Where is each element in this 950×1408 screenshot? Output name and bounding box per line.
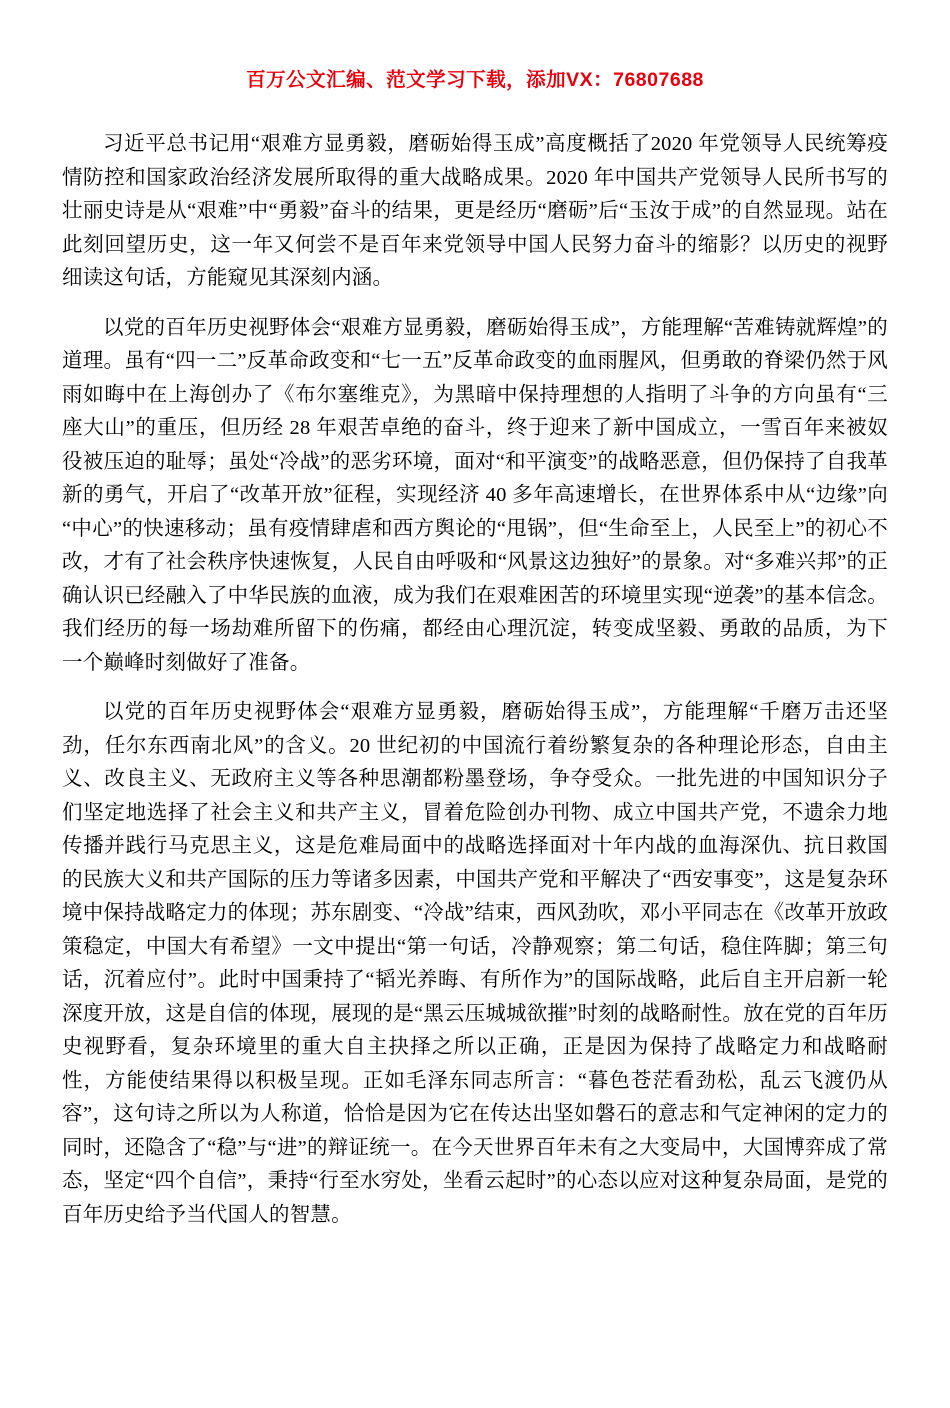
document-body [62, 128, 888, 1232]
document-page [0, 64, 950, 1408]
paragraph-2: 以党的百年历史视野体会“艰难方显勇毅，磨砺始得玉成”，方能理解“苦难铸就辉煌”的道理。虽有“四一二”反革命政变和“七一五”反革命政变的血雨腥风，但勇敢的脊梁仍然于风雨如晦中在上海创办了《布尔塞维克》，为黑暗中保持理想的人指明了斗争的方向虽有“三座大山”的重压，但历经 28 年艰苦卓绝的奋斗，终于迎来了新中国成立，一雪百年来被奴役被压迫的耻辱；虽处“冷战”的恶劣环境，面对“和平演变”的战略恶意，但仍保持了自我革新的勇气，开启了“改革开放”征程，实现经济 40 多年高速增长，在世界体系中从“边缘”向“中心”的快速移动；虽有疫情肆虐和西方舆论的“甩锅”，但“生命至上，人民至上”的初心不改，才有了社会秩序快速恢复，人民自由呼吸和“风景这边独好”的景象。对“多难兴邦”的正确认识已经融入了中华民族的血液，成为我们在艰难困苦的环境里实现“逆袭”的基本信念。我们经历的每一场劫难所留下的伤痛，都经由心理沉淀，转变成坚毅、勇敢的品质，为下一个巅峰时刻做好了准备。 [62, 316, 888, 674]
promo-banner: 百万公文汇编、范文学习下载，添加VX：76807688 [246, 69, 704, 91]
paragraph-1: 习近平总书记用“艰难方显勇毅，磨砺始得玉成”高度概括了2020 年党领导人民统筹疫情防控和国家政治经济发展所取得的重大战略成果。2020 年中国共产党领导人民所书写的壮丽史诗是从“艰难”中“勇毅”奋斗的结果，更是经历“磨砺”后“玉汝于成”的自然显现。站在此刻回望历史，这一年又何尝不是百年来党领导中国人民努力奋斗的缩影？以历史的视野细读这句话，方能窥见其深刻内涵。 [62, 133, 888, 289]
paragraph-3: 以党的百年历史视野体会“艰难方显勇毅，磨砺始得玉成”，方能理解“千磨万击还坚劲，任尔东西南北风”的含义。20 世纪初的中国流行着纷繁复杂的各种理论形态，自由主义、改良主义、无政府主义等各种思潮都粉墨登场，争夺受众。一批先进的中国知识分子们坚定地选择了社会主义和共产主义，冒着危险创办刊物、成立中国共产党，不遗余力地传播并践行马克思主义，这是危难局面中的战略选择面对十年内战的血海深仇、抗日救国的民族大义和共产国际的压力等诸多因素，中国共产党和平解决了“西安事变”，这是复杂环境中保持战略定力的体现；苏东剧变、“冷战”结束，西风劲吹，邓小平同志在《改革开放政策稳定，中国大有希望》一文中提出“第一句话，冷静观察；第二句话，稳住阵脚；第三句话，沉着应付”。此时中国秉持了“韬光养晦、有所作为”的国际战略，此后自主开启新一轮深度开放，这是自信的体现，展现的是“黑云压城城欲摧”时刻的战略耐性。放在党的百年历史视野看，复杂环境里的重大自主抉择之所以正确，正是因为保持了战略定力和战略耐性，方能使结果得以积极呈现。正如毛泽东同志所言：“暮色苍茫看劲松，乱云飞渡仍从容”，这句诗之所以为人称道，恰恰是因为它在传达出坚如磐石的意志和气定神闲的定力的同时，还隐含了“稳”与“进”的辩证统一。在今天世界百年未有之大变局中，大国博弈成了常态，坚定“四个自信”，秉持“行至水穷处，坐看云起时”的心态以应对这种复杂局面，是党的百年历史给予当代国人的智慧。 [62, 701, 888, 1226]
